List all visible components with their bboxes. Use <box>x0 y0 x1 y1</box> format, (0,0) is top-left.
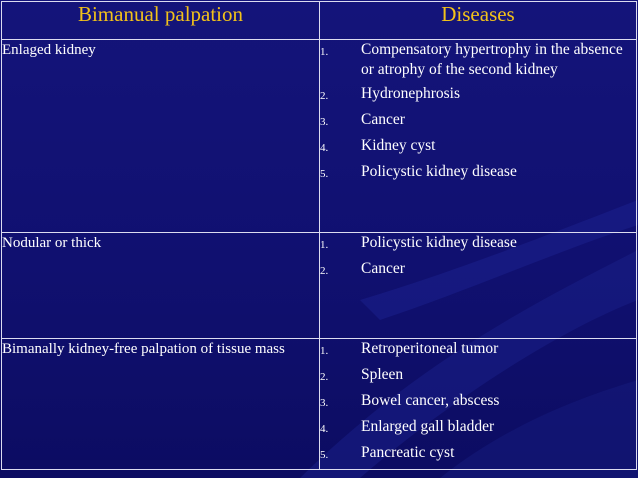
disease-list <box>320 233 636 281</box>
table-row <box>2 339 637 470</box>
list-item <box>320 233 636 255</box>
list-item <box>320 259 636 281</box>
list-item <box>320 84 636 106</box>
disease-list <box>320 40 636 184</box>
list-item <box>320 365 636 387</box>
list-number: 5. <box>320 449 329 461</box>
disease-text: Bowel cancer, abscess <box>361 392 500 409</box>
palpation-diseases-table <box>1 1 637 470</box>
disease-list <box>320 339 636 465</box>
list-number: 3. <box>320 397 329 409</box>
table-row <box>2 40 637 233</box>
list-item <box>320 162 636 184</box>
disease-text: Cancer <box>361 111 405 128</box>
list-number: 3. <box>320 116 329 128</box>
diseases-cell <box>320 40 637 233</box>
header-bimanual-palpation: Bimanual palpation <box>2 2 320 40</box>
list-number: 1. <box>320 345 329 357</box>
header-diseases: Diseases <box>320 2 637 40</box>
list-number: 4. <box>320 423 329 435</box>
list-number: 2. <box>320 265 329 277</box>
disease-text: Hydronephrosis <box>361 85 461 102</box>
disease-text: Policystic kidney disease <box>361 163 517 180</box>
disease-text: Cancer <box>361 260 405 277</box>
list-item <box>320 40 636 80</box>
list-item <box>320 417 636 439</box>
list-number: 2. <box>320 90 329 102</box>
list-number: 5. <box>320 168 329 180</box>
disease-text: Spleen <box>361 366 404 383</box>
disease-text: Enlarged gall bladder <box>361 418 495 435</box>
list-number: 4. <box>320 142 329 154</box>
header-row <box>2 2 637 40</box>
disease-text: Kidney cyst <box>361 137 436 154</box>
list-number: 2. <box>320 371 329 383</box>
palpation-cell: Enlaged kidney <box>2 40 320 233</box>
list-item <box>320 136 636 158</box>
table-row <box>2 233 637 339</box>
list-item <box>320 339 636 361</box>
disease-text: Pancreatic cyst <box>361 444 455 461</box>
list-number: 1. <box>320 239 329 251</box>
disease-text: Policystic kidney disease <box>361 234 517 251</box>
list-item <box>320 391 636 413</box>
disease-text: Compensatory hypertrophy in the absence or atrophy of the second kidney <box>361 41 623 78</box>
diseases-cell <box>320 339 637 470</box>
list-item <box>320 443 636 465</box>
diseases-cell <box>320 233 637 339</box>
palpation-cell: Nodular or thick <box>2 233 320 339</box>
palpation-cell: Bimanally kidney-free palpation of tissue mass <box>2 339 320 470</box>
disease-text: Retroperitoneal tumor <box>361 340 499 357</box>
list-item <box>320 110 636 132</box>
list-number: 1. <box>320 46 329 58</box>
